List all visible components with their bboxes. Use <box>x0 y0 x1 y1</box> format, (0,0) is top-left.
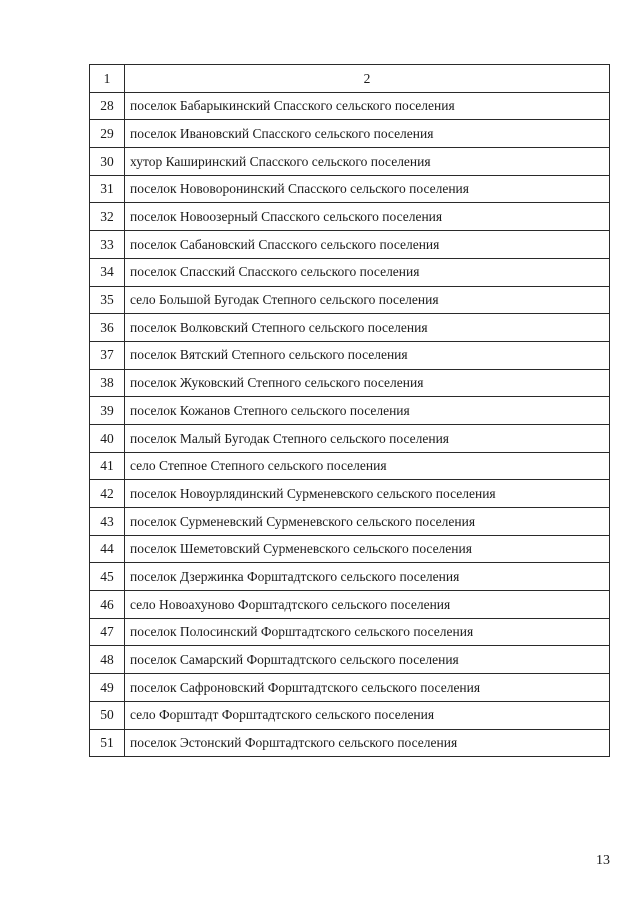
table-row <box>90 508 610 536</box>
settlement-name: поселок Шеметовский Сурменевского сельского поселения <box>125 535 610 563</box>
table-row <box>90 674 610 702</box>
row-number: 42 <box>90 480 125 508</box>
row-number: 47 <box>90 618 125 646</box>
settlement-name: поселок Сурменевский Сурменевского сельского поселения <box>125 508 610 536</box>
settlement-name: поселок Сабановский Спасского сельского поселения <box>125 231 610 259</box>
row-number: 35 <box>90 286 125 314</box>
row-number: 40 <box>90 424 125 452</box>
table-row <box>90 397 610 425</box>
settlement-name: поселок Спасский Спасского сельского поселения <box>125 258 610 286</box>
row-number: 44 <box>90 535 125 563</box>
row-number: 31 <box>90 175 125 203</box>
settlements-table <box>89 64 610 757</box>
settlement-name: поселок Полосинский Форштадтского сельского поселения <box>125 618 610 646</box>
settlement-name: поселок Сафроновский Форштадтского сельского поселения <box>125 674 610 702</box>
settlement-name: село Форштадт Форштадтского сельского поселения <box>125 701 610 729</box>
row-number: 39 <box>90 397 125 425</box>
settlement-name: поселок Новоозерный Спасского сельского поселения <box>125 203 610 231</box>
table-row <box>90 314 610 342</box>
row-number: 34 <box>90 258 125 286</box>
table-row <box>90 452 610 480</box>
row-number: 32 <box>90 203 125 231</box>
header-col-number: 1 <box>90 65 125 93</box>
settlement-name: поселок Эстонский Форштадтского сельского поселения <box>125 729 610 757</box>
table-row <box>90 591 610 619</box>
table-row <box>90 369 610 397</box>
row-number: 41 <box>90 452 125 480</box>
row-number: 46 <box>90 591 125 619</box>
settlement-name: село Степное Степного сельского поселения <box>125 452 610 480</box>
settlement-name: поселок Малый Бугодак Степного сельского поселения <box>125 424 610 452</box>
row-number: 49 <box>90 674 125 702</box>
table-row <box>90 535 610 563</box>
table-row <box>90 618 610 646</box>
table-row <box>90 286 610 314</box>
row-number: 30 <box>90 148 125 176</box>
table-row <box>90 341 610 369</box>
table-row <box>90 175 610 203</box>
row-number: 37 <box>90 341 125 369</box>
table-row <box>90 729 610 757</box>
settlement-name: поселок Ивановский Спасского сельского поселения <box>125 120 610 148</box>
page-number: 13 <box>596 853 610 868</box>
row-number: 51 <box>90 729 125 757</box>
settlement-name: поселок Новоурлядинский Сурменевского сельского поселения <box>125 480 610 508</box>
row-number: 43 <box>90 508 125 536</box>
table-row <box>90 120 610 148</box>
table-row <box>90 646 610 674</box>
settlements-table-body <box>90 65 610 757</box>
row-number: 38 <box>90 369 125 397</box>
table-row <box>90 258 610 286</box>
settlement-name: поселок Вятский Степного сельского поселения <box>125 341 610 369</box>
table-row <box>90 480 610 508</box>
row-number: 45 <box>90 563 125 591</box>
row-number: 33 <box>90 231 125 259</box>
settlement-name: поселок Жуковский Степного сельского поселения <box>125 369 610 397</box>
row-number: 48 <box>90 646 125 674</box>
table-row <box>90 231 610 259</box>
row-number: 36 <box>90 314 125 342</box>
settlement-name: поселок Дзержинка Форштадтского сельского поселения <box>125 563 610 591</box>
table-header-row <box>90 65 610 93</box>
settlement-name: поселок Самарский Форштадтского сельского поселения <box>125 646 610 674</box>
settlement-name: поселок Нововоронинский Спасского сельского поселения <box>125 175 610 203</box>
table-row <box>90 424 610 452</box>
table-row <box>90 203 610 231</box>
settlement-name: хутор Каширинский Спасского сельского поселения <box>125 148 610 176</box>
settlement-name: поселок Бабарыкинский Спасского сельского поселения <box>125 92 610 120</box>
table-row <box>90 148 610 176</box>
table-row <box>90 701 610 729</box>
settlement-name: село Новоахуново Форштадтского сельского поселения <box>125 591 610 619</box>
table-row <box>90 563 610 591</box>
settlement-name: поселок Кожанов Степного сельского поселения <box>125 397 610 425</box>
row-number: 50 <box>90 701 125 729</box>
settlement-name: поселок Волковский Степного сельского поселения <box>125 314 610 342</box>
row-number: 28 <box>90 92 125 120</box>
table-row <box>90 92 610 120</box>
row-number: 29 <box>90 120 125 148</box>
header-col-name: 2 <box>125 65 610 93</box>
settlement-name: село Большой Бугодак Степного сельского поселения <box>125 286 610 314</box>
